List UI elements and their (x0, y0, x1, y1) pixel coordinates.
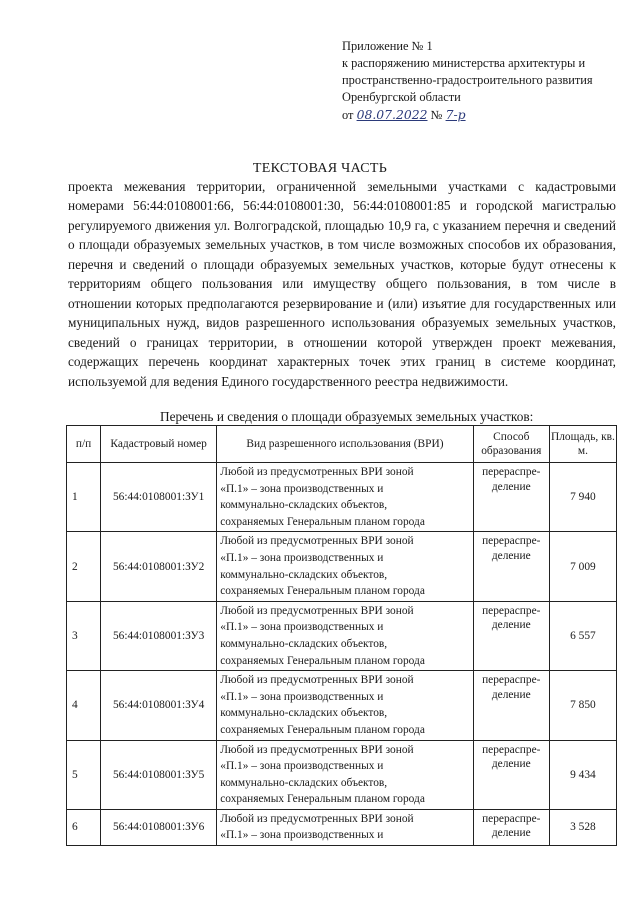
cell-cadastral: 56:44:0108001:ЗУ5 (101, 740, 217, 809)
method-line: деление (491, 688, 531, 701)
table-row (67, 532, 617, 601)
cell-vri (217, 463, 473, 532)
cell-area: 6 557 (549, 601, 616, 670)
vri-line: «П.1» – зона производственных и (220, 829, 384, 842)
cell-cadastral: 56:44:0108001:ЗУ4 (101, 671, 217, 740)
table-row (67, 601, 617, 670)
method-line: деление (491, 549, 531, 562)
header-area: Площадь, кв. м. (549, 426, 616, 463)
vri-line: «П.1» – зона производственных и (220, 760, 384, 773)
cell-area: 9 434 (549, 740, 616, 809)
method-line: перераспре- (482, 535, 541, 548)
vri-line: «П.1» – зона производственных и (220, 551, 384, 564)
appendix-header (342, 38, 632, 124)
vri-line: сохраняемых Генеральным планом города (220, 654, 425, 667)
appendix-date-line (342, 106, 632, 124)
method-line: перераспре- (482, 743, 541, 756)
vri-line: коммунально-складских объектов, (220, 499, 388, 512)
cell-num: 2 (67, 532, 101, 601)
vri-line: коммунально-складских объектов, (220, 776, 388, 789)
cell-cadastral: 56:44:0108001:ЗУ2 (101, 532, 217, 601)
appendix-line: к распоряжению министерства архитектуры и (342, 56, 586, 70)
vri-line: коммунально-складских объектов, (220, 707, 388, 720)
cell-method (473, 601, 549, 670)
cell-num: 6 (67, 809, 101, 845)
method-line: перераспре- (482, 604, 541, 617)
method-line: перераспре- (482, 812, 541, 825)
vri-line: Любой из предусмотренных ВРИ зоной (220, 812, 414, 825)
method-line: деление (491, 619, 531, 632)
cell-cadastral: 56:44:0108001:ЗУ1 (101, 463, 217, 532)
header-method: Способ образования (473, 426, 549, 463)
number-label: № (430, 108, 443, 122)
method-line: перераспре- (482, 466, 541, 478)
vri-line: «П.1» – зона производственных и (220, 690, 384, 703)
from-label: от (342, 108, 354, 122)
cell-num: 4 (67, 671, 101, 740)
cell-vri (217, 532, 473, 601)
appendix-line: Приложение № 1 (342, 39, 433, 53)
table-row (67, 463, 617, 532)
cell-method (473, 740, 549, 809)
page-title: ТЕКСТОВАЯ ЧАСТЬ (252, 161, 388, 176)
vri-line: Любой из предусмотренных ВРИ зоной (220, 674, 414, 687)
cell-cadastral: 56:44:0108001:ЗУ6 (101, 809, 217, 845)
table-row (67, 740, 617, 809)
vri-line: сохраняемых Генеральным планом города (220, 793, 425, 806)
vri-line: «П.1» – зона производственных и (220, 621, 384, 634)
plots-table (66, 425, 617, 846)
handwritten-date: 08.07.2022 (356, 107, 428, 122)
header-vri: Вид разрешенного использования (ВРИ) (217, 426, 473, 463)
table-row (67, 671, 617, 740)
vri-line: сохраняемых Генеральным планом города (220, 585, 425, 598)
cell-vri (217, 671, 473, 740)
cell-num: 5 (67, 740, 101, 809)
appendix-line: Оренбургской области (342, 90, 461, 104)
cell-num: 1 (67, 463, 101, 532)
cell-area: 7 940 (549, 463, 616, 532)
cell-method (473, 809, 549, 845)
method-line: деление (491, 758, 531, 770)
cell-area: 7 009 (549, 532, 616, 601)
vri-line: коммунально-складских объектов, (220, 637, 388, 650)
cell-vri (217, 809, 473, 845)
vri-line: сохраняемых Генеральным планом города (220, 723, 425, 736)
vri-line: Любой из предусмотренных ВРИ зоной (220, 604, 414, 617)
method-line: деление (491, 827, 531, 840)
vri-line: коммунально-складских объектов, (220, 568, 388, 581)
cell-method (473, 532, 549, 601)
method-line: деление (491, 480, 531, 493)
table-caption: Перечень и сведения о площади образуемых земельных участков: (160, 409, 534, 424)
cell-cadastral: 56:44:0108001:ЗУ3 (101, 601, 217, 670)
description-paragraph: проекта межевания территории, ограниченной земельными участками с кадастровыми номерами 56:44:0108001:66, 56:44:0108001:30, 56:44:0108001:85 и городской магистралью регулируемого движения ул. Волгоградской, площадью 10,9 га, с указанием перечня и сведений о площади образуемых земельных участков, в том числе возможных способов их образования, перечня и сведений о площади образуемых земельных участков, которые будут отнесены к территориям общего пользования или имуществу общего пользования, в том числе в отношении которых предполагаются резервирование и (или) изъятие для государственных или муниципальных нужд, видов разрешенного использования образуемых земельных участков, сведений о границах территории, в отношении которой утвержден проект межевания, содержащих перечень координат характерных точек этих границ в системе координат, используемой для ведения Единого государственного реестра недвижимости. (68, 179, 616, 389)
cell-num: 3 (67, 601, 101, 670)
cell-method (473, 463, 549, 532)
vri-line: Любой из предусмотренных ВРИ зоной (220, 466, 414, 478)
cell-vri (217, 740, 473, 809)
header-num: п/п (67, 426, 101, 463)
cell-area: 3 528 (549, 809, 616, 845)
vri-line: «П.1» – зона производственных и (220, 482, 384, 495)
vri-line: Любой из предусмотренных ВРИ зоной (220, 743, 414, 756)
appendix-line: пространственно-градостроительного развития (342, 73, 593, 87)
vri-line: Любой из предусмотренных ВРИ зоной (220, 535, 414, 548)
table-row (67, 809, 617, 845)
header-cadastral: Кадастровый номер (101, 426, 217, 463)
cell-vri (217, 601, 473, 670)
vri-line: сохраняемых Генеральным планом города (220, 515, 425, 528)
cell-method (473, 671, 549, 740)
table-header-row (67, 426, 617, 463)
method-line: перераспре- (482, 674, 541, 687)
cell-area: 7 850 (549, 671, 616, 740)
handwritten-number: 7-р (445, 107, 466, 122)
